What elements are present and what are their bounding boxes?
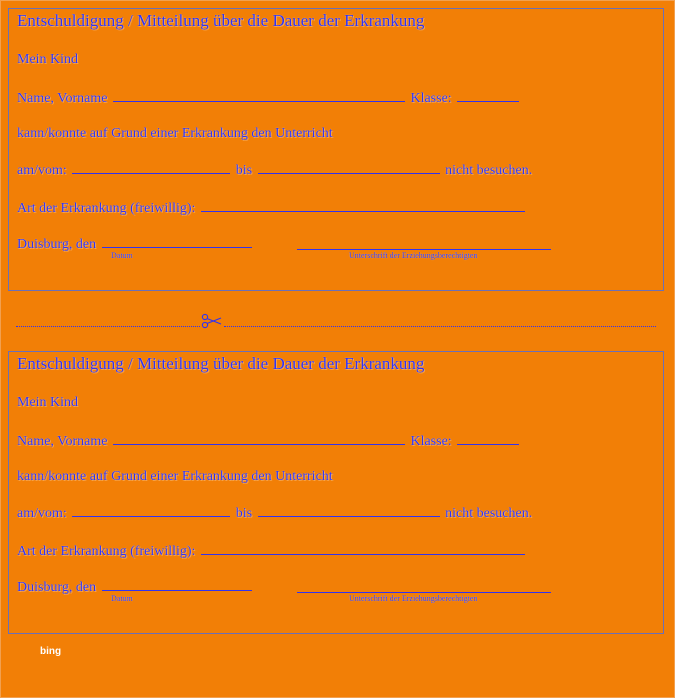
absence-suffix: nicht besuchen. xyxy=(445,506,533,521)
name-label: Name, Vorname xyxy=(17,91,108,106)
date-to-label: bis xyxy=(235,163,253,178)
date-from-label: am/vom: xyxy=(17,163,67,178)
signature-field[interactable] xyxy=(297,592,551,593)
name-row xyxy=(17,432,521,450)
cut-line-right xyxy=(224,326,656,327)
illness-field[interactable] xyxy=(201,542,525,555)
date-caption: Datum xyxy=(111,251,133,260)
date-to-field[interactable] xyxy=(258,161,440,174)
class-label: Klasse: xyxy=(410,91,452,106)
form-title: Entschuldigung / Mitteilung über die Dauer der Erkrankung xyxy=(17,354,425,373)
name-field[interactable] xyxy=(113,89,405,102)
date-to-field[interactable] xyxy=(258,504,440,517)
excuse-form-bottom xyxy=(8,351,664,634)
class-label: Klasse: xyxy=(410,434,452,449)
child-label: Mein Kind xyxy=(17,395,79,410)
form-title: Entschuldigung / Mitteilung über die Dauer der Erkrankung xyxy=(17,11,425,30)
place-label: Duisburg, den xyxy=(17,580,97,595)
place-label: Duisburg, den xyxy=(17,237,97,252)
reason-line: kann/konnte auf Grund einer Erkrankung den Unterricht xyxy=(17,126,333,141)
signature-field[interactable] xyxy=(297,249,551,250)
illness-label: Art der Erkrankung (freiwillig): xyxy=(17,544,196,559)
illness-row xyxy=(17,542,527,560)
date-caption: Datum xyxy=(111,594,133,603)
absence-suffix: nicht besuchen. xyxy=(445,163,533,178)
cut-line-left xyxy=(16,326,200,327)
class-field[interactable] xyxy=(457,89,519,102)
date-from-field[interactable] xyxy=(72,504,230,517)
date-field[interactable] xyxy=(102,235,252,248)
signature-caption: Unterschrift der Erziehungsberechtigten xyxy=(349,594,478,603)
reason-line: kann/konnte auf Grund einer Erkrankung den Unterricht xyxy=(17,469,333,484)
place-row xyxy=(17,578,254,596)
date-field[interactable] xyxy=(102,578,252,591)
illness-label: Art der Erkrankung (freiwillig): xyxy=(17,201,196,216)
signature-caption: Unterschrift der Erziehungsberechtigten xyxy=(349,251,478,260)
scissors-icon xyxy=(200,312,222,332)
name-row xyxy=(17,89,521,107)
date-from-label: am/vom: xyxy=(17,506,67,521)
child-label: Mein Kind xyxy=(17,52,79,67)
date-to-label: bis xyxy=(235,506,253,521)
date-row xyxy=(17,504,532,522)
name-field[interactable] xyxy=(113,432,405,445)
illness-row xyxy=(17,199,527,217)
date-row xyxy=(17,161,532,179)
footer-label: bing xyxy=(40,646,62,657)
illness-field[interactable] xyxy=(201,199,525,212)
cut-line xyxy=(16,318,656,334)
place-row xyxy=(17,235,254,253)
name-label: Name, Vorname xyxy=(17,434,108,449)
excuse-form-top xyxy=(8,8,664,291)
class-field[interactable] xyxy=(457,432,519,445)
date-from-field[interactable] xyxy=(72,161,230,174)
